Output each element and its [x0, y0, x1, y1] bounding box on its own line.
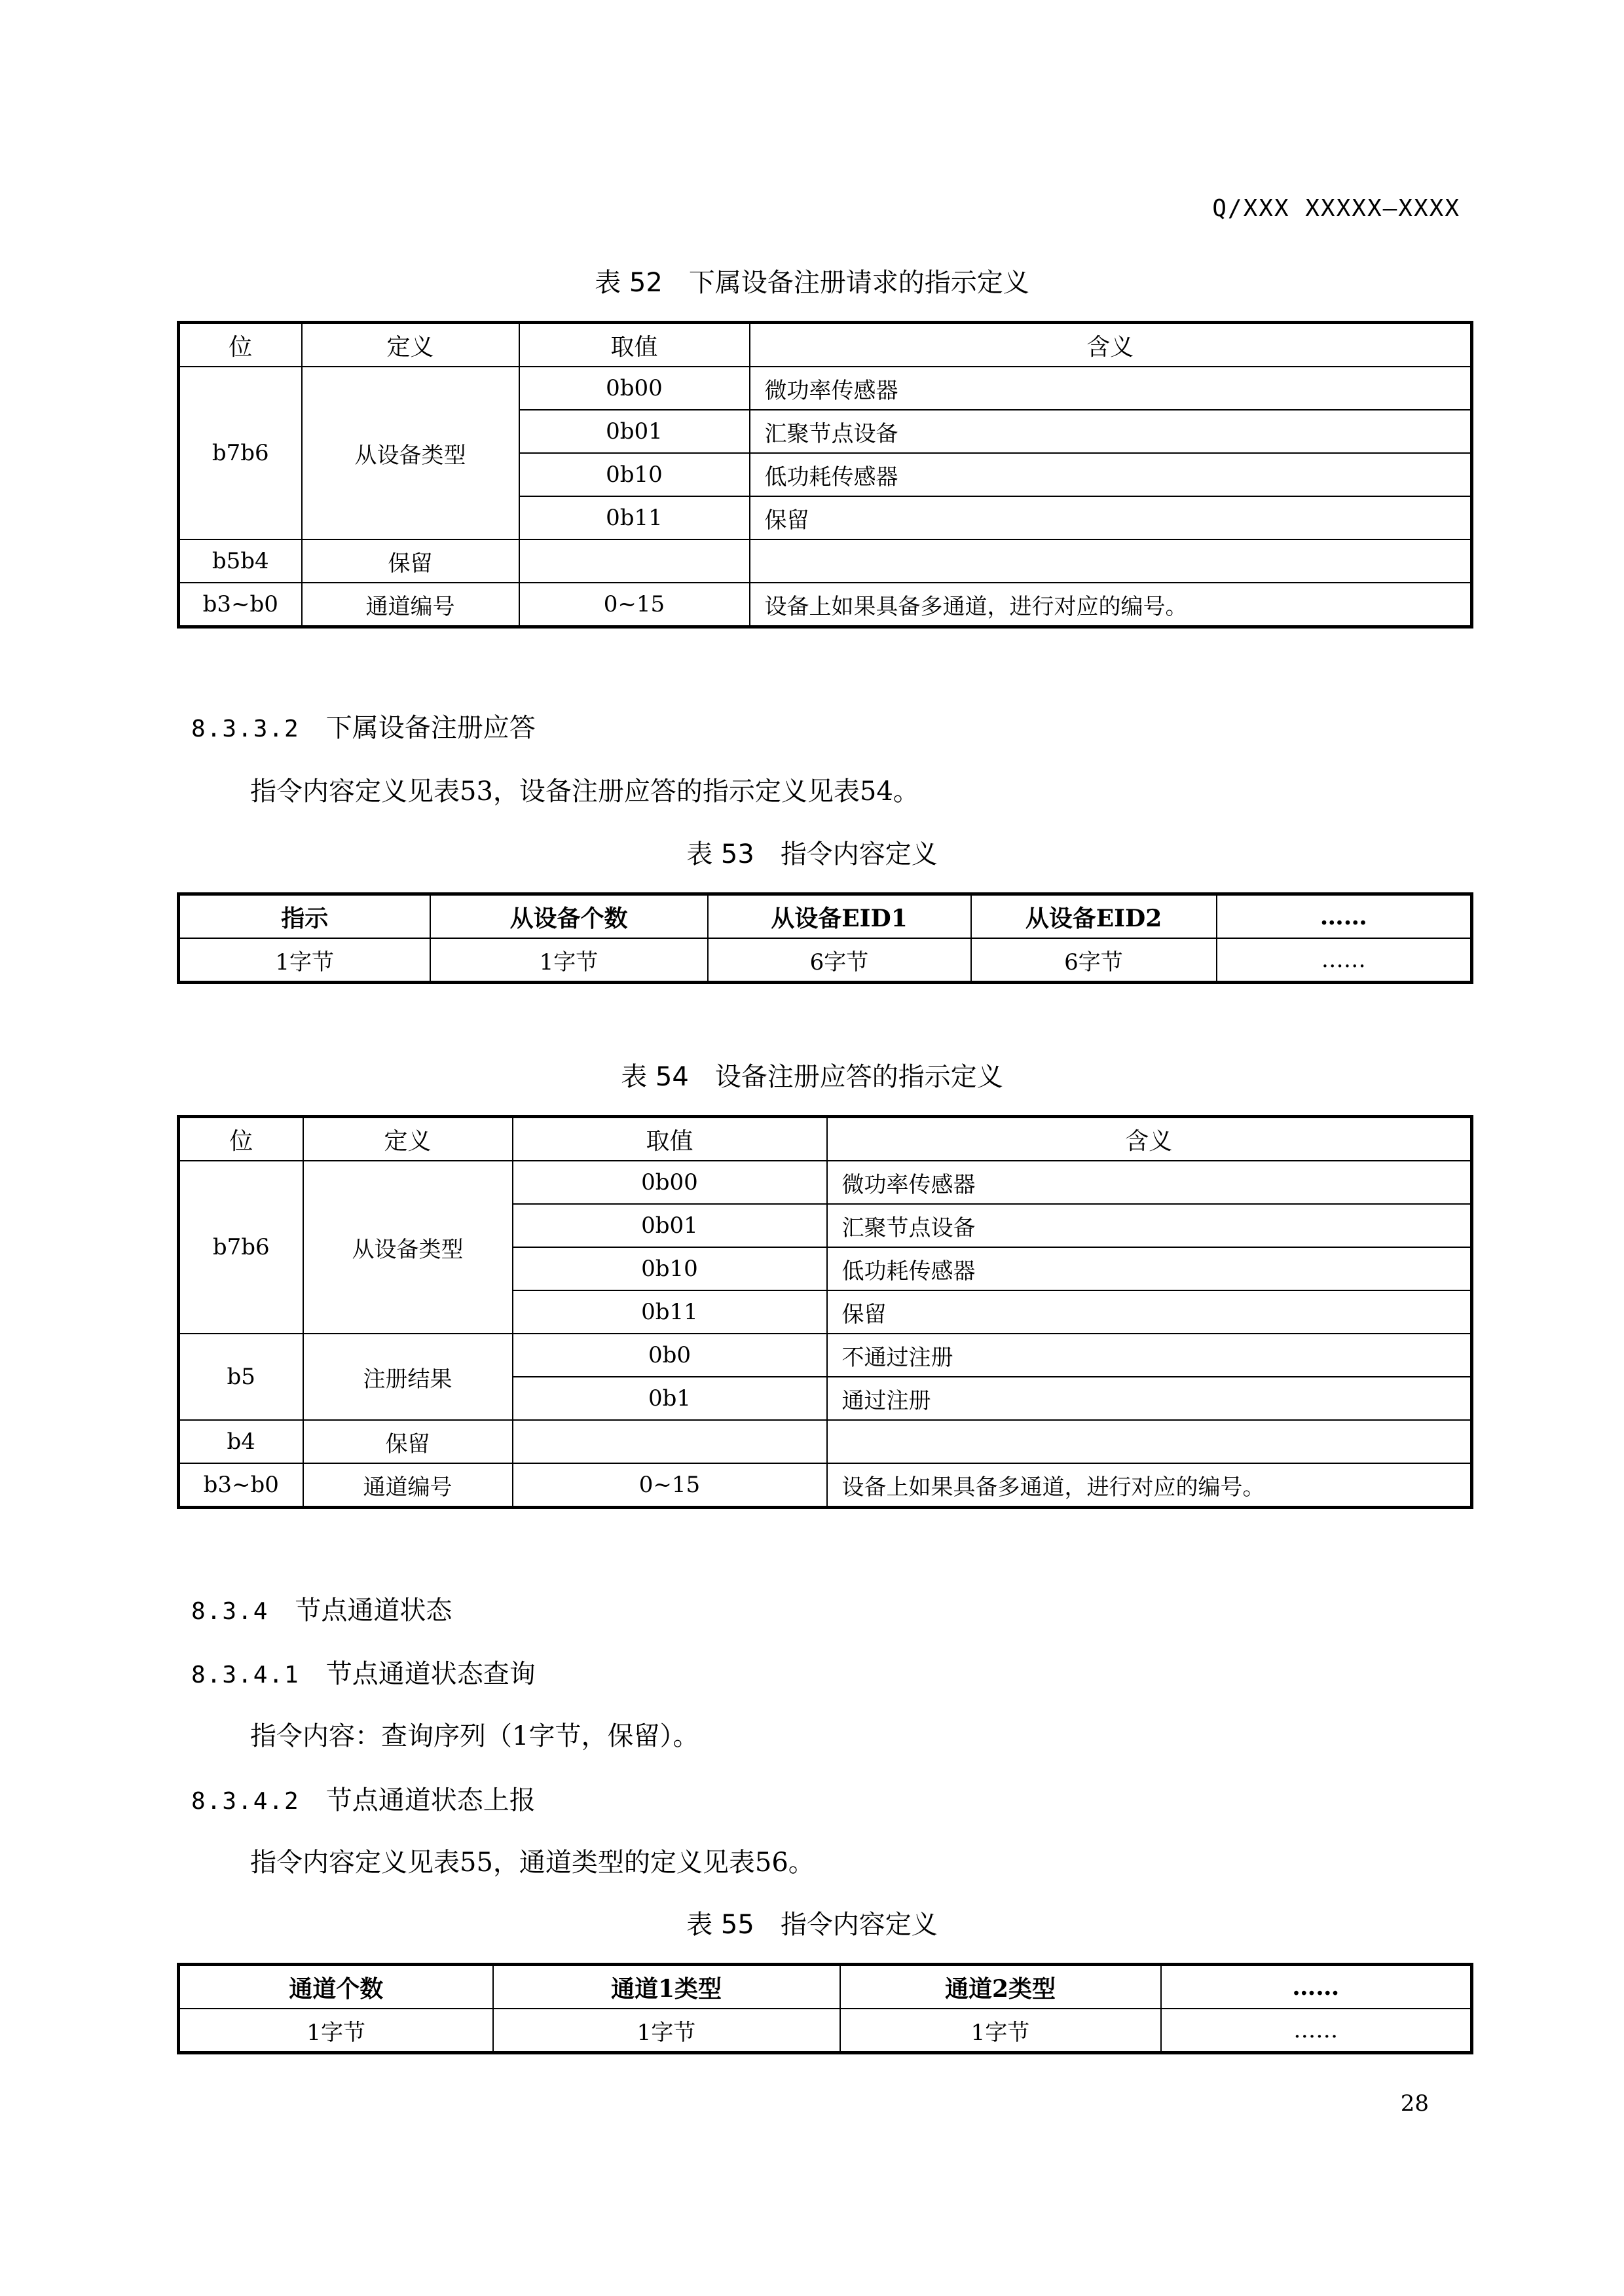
definition-cell: 保留 — [303, 1420, 513, 1463]
value-cell: 0b01 — [513, 1204, 827, 1247]
meaning-cell — [750, 539, 1472, 583]
meaning-cell: 低功耗传感器 — [827, 1247, 1472, 1290]
meaning-cell: 保留 — [750, 496, 1472, 539]
header-cell: 指示 — [179, 894, 430, 939]
section-heading-8342 — [191, 1779, 536, 1817]
header-cell: 取值 — [513, 1117, 827, 1161]
definition-cell: 注册结果 — [303, 1334, 513, 1420]
table53-caption-number: 表 53 — [686, 839, 754, 869]
section-heading-834 — [191, 1590, 452, 1627]
table-row — [179, 1334, 1472, 1377]
section-heading-8332 — [191, 707, 536, 744]
header-cell: 含义 — [827, 1117, 1472, 1161]
section-heading-8341 — [191, 1653, 536, 1690]
definition-cell: 保留 — [302, 539, 519, 583]
table55-caption-title: 指令内容定义 — [780, 1910, 938, 1940]
header-cell: …… — [1217, 894, 1472, 939]
value-cell — [513, 1420, 827, 1463]
value-cell: 0b11 — [519, 496, 750, 539]
section-number: 8.3.3.2 — [191, 716, 300, 742]
meaning-cell: 保留 — [827, 1290, 1472, 1334]
table-row — [179, 1161, 1472, 1204]
table-cell: 1字节 — [493, 2009, 840, 2053]
header-cell: 定义 — [302, 323, 519, 367]
bit-cell: b3~b0 — [179, 1463, 303, 1508]
table54 — [177, 1115, 1473, 1509]
bit-cell: b5 — [179, 1334, 303, 1420]
definition-cell: 从设备类型 — [302, 367, 519, 539]
meaning-cell: 通过注册 — [827, 1377, 1472, 1420]
table-cell: 6字节 — [971, 938, 1217, 983]
table-cell: …… — [1161, 2009, 1472, 2053]
header-cell: 取值 — [519, 323, 750, 367]
value-cell: 0b10 — [513, 1247, 827, 1290]
table52 — [177, 321, 1473, 629]
meaning-cell: 微功率传感器 — [827, 1161, 1472, 1204]
table53-caption-title: 指令内容定义 — [780, 839, 938, 869]
value-cell — [519, 539, 750, 583]
table-row — [179, 367, 1472, 410]
section-number: 8.3.4.1 — [191, 1662, 300, 1688]
value-cell: 0b11 — [513, 1290, 827, 1334]
table-cell: …… — [1217, 938, 1472, 983]
table-cell: 6字节 — [708, 938, 971, 983]
value-cell: 0b01 — [519, 410, 750, 453]
table-row — [179, 539, 1472, 583]
table-cell: 1字节 — [430, 938, 708, 983]
table-header-row — [179, 1965, 1472, 2009]
table-cell: 1字节 — [840, 2009, 1161, 2053]
table53-caption — [0, 833, 1624, 871]
definition-cell: 通道编号 — [302, 583, 519, 627]
meaning-cell — [827, 1420, 1472, 1463]
header-cell: 位 — [179, 323, 302, 367]
value-cell: 0~15 — [513, 1463, 827, 1508]
table54-caption-title: 设备注册应答的指示定义 — [714, 1062, 1003, 1092]
header-cell: 从设备个数 — [430, 894, 708, 939]
page-number: 28 — [1400, 2090, 1429, 2117]
bit-cell: b7b6 — [179, 1161, 303, 1334]
header-cell: 含义 — [750, 323, 1472, 367]
paragraph-8332: 指令内容定义见表53，设备注册应答的指示定义见表54。 — [250, 776, 919, 807]
header-cell: 位 — [179, 1117, 303, 1161]
table-row — [179, 2009, 1472, 2053]
table-row — [179, 583, 1472, 627]
value-cell: 0b0 — [513, 1334, 827, 1377]
table-header-row — [179, 1117, 1472, 1161]
bit-cell: b5b4 — [179, 539, 302, 583]
value-cell: 0b00 — [513, 1161, 827, 1204]
meaning-cell: 汇聚节点设备 — [827, 1204, 1472, 1247]
value-cell: 0b00 — [519, 367, 750, 410]
meaning-cell: 微功率传感器 — [750, 367, 1472, 410]
table-row — [179, 1420, 1472, 1463]
meaning-cell: 设备上如果具备多通道，进行对应的编号。 — [827, 1463, 1472, 1508]
meaning-cell: 设备上如果具备多通道，进行对应的编号。 — [750, 583, 1472, 627]
table55-caption — [0, 1904, 1624, 1941]
table52-caption — [0, 262, 1624, 299]
table-header-row — [179, 323, 1472, 367]
meaning-cell: 低功耗传感器 — [750, 453, 1472, 496]
table55-caption-number: 表 55 — [686, 1910, 754, 1940]
bit-cell: b7b6 — [179, 367, 302, 539]
table53 — [177, 892, 1473, 984]
bit-cell: b4 — [179, 1420, 303, 1463]
table52-caption-number: 表 52 — [595, 268, 663, 298]
header-cell: 从设备EID1 — [708, 894, 971, 939]
table54-caption-number: 表 54 — [621, 1062, 689, 1092]
table52-caption-title: 下属设备注册请求的指示定义 — [688, 268, 1029, 298]
header-cell: …… — [1161, 1965, 1472, 2009]
header-cell: 通道个数 — [179, 1965, 493, 2009]
header-cell: 通道1类型 — [493, 1965, 840, 2009]
meaning-cell: 不通过注册 — [827, 1334, 1472, 1377]
value-cell: 0b10 — [519, 453, 750, 496]
header-cell: 从设备EID2 — [971, 894, 1217, 939]
table-cell: 1字节 — [179, 938, 430, 983]
table-row — [179, 938, 1472, 983]
meaning-cell: 汇聚节点设备 — [750, 410, 1472, 453]
document-code: Q/XXX XXXXX—XXXX — [1212, 195, 1460, 222]
section-number: 8.3.4 — [191, 1598, 269, 1625]
paragraph-8342: 指令内容定义见表55，通道类型的定义见表56。 — [250, 1848, 815, 1878]
section-title: 下属设备注册应答 — [325, 713, 536, 743]
table55 — [177, 1963, 1473, 2054]
table-row — [179, 1463, 1472, 1508]
definition-cell: 通道编号 — [303, 1463, 513, 1508]
section-number: 8.3.4.2 — [191, 1788, 300, 1815]
bit-cell: b3~b0 — [179, 583, 302, 627]
header-cell: 定义 — [303, 1117, 513, 1161]
header-cell: 通道2类型 — [840, 1965, 1161, 2009]
value-cell: 0b1 — [513, 1377, 827, 1420]
table-header-row — [179, 894, 1472, 939]
section-title: 节点通道状态 — [295, 1595, 452, 1626]
value-cell: 0~15 — [519, 583, 750, 627]
definition-cell: 从设备类型 — [303, 1161, 513, 1334]
paragraph-8341: 指令内容：查询序列（1字节，保留）。 — [250, 1721, 699, 1751]
section-title: 节点通道状态上报 — [325, 1785, 536, 1815]
table54-caption — [0, 1056, 1624, 1093]
section-title: 节点通道状态查询 — [325, 1659, 536, 1689]
table-cell: 1字节 — [179, 2009, 493, 2053]
